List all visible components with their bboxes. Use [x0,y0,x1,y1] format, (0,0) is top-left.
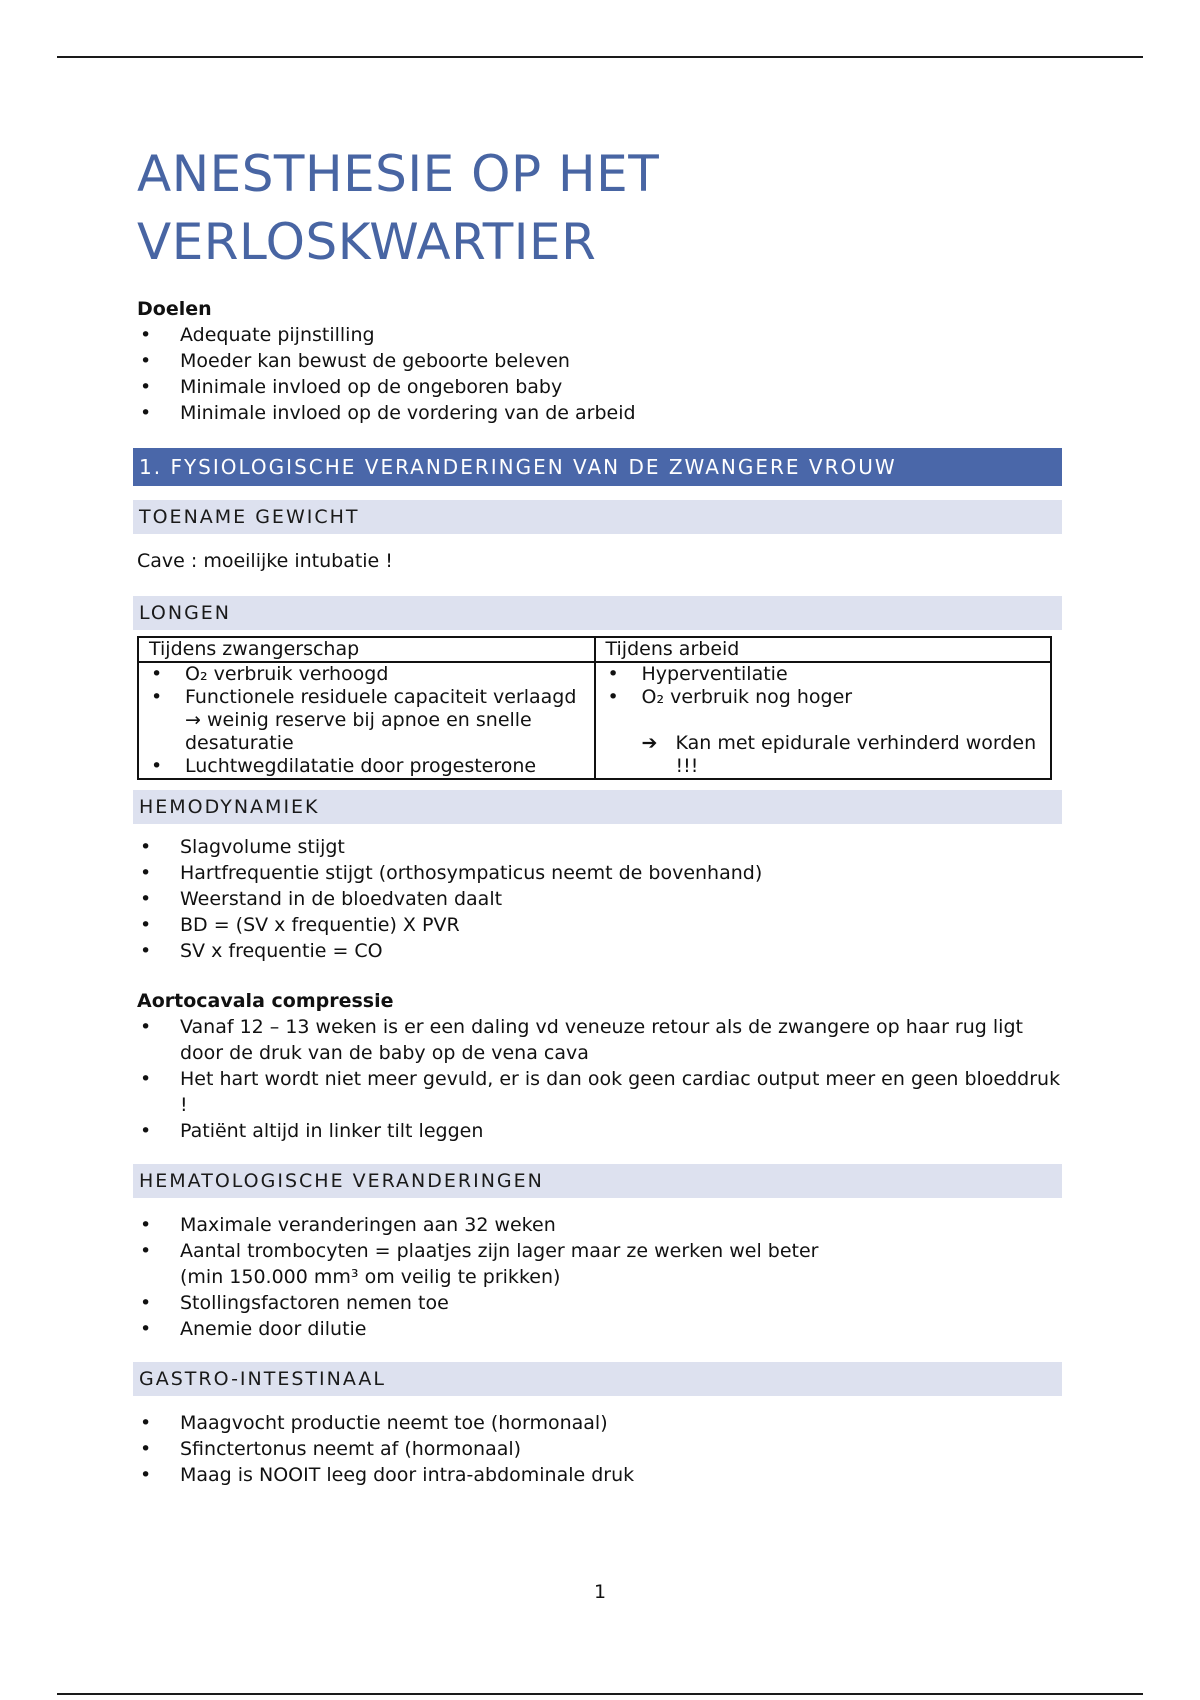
gastro-item: • Maagvocht productie neemt toe (hormonaal) [137,1410,1062,1436]
hemodynamics-item: • SV x frequentie = CO [137,938,1062,964]
hematology-subnote: (min 150.000 mm³ om veilig te prikken) [180,1266,561,1288]
document-title [137,140,1062,276]
hematology-item: • Maximale veranderingen aan 32 weken [137,1212,1062,1238]
lungs-col2-list [606,663,1051,709]
subheading-hemodynamics: HEMODYNAMIEK [133,790,1062,824]
lungs-col2-header: Tijdens arbeid [595,637,1052,662]
lungs-table [137,636,1052,780]
title-line-2: VERLOSKWARTIER [137,213,597,271]
lungs-col1-subnote: → weinig reserve bij apnoe en snelle desaturatie [185,709,532,754]
lungs-col1-header: Tijdens zwangerschap [138,637,595,662]
aortocaval-item: • Patiënt altijd in linker tilt leggen [137,1118,1062,1144]
goals-item: • Moeder kan bewust de geboorte beleven [137,348,1062,374]
subheading-gastro: GASTRO-INTESTINAAL [133,1362,1062,1396]
lungs-col2-body [595,662,1052,779]
gastro-item: • Sfinctertonus neemt af (hormonaal) [137,1436,1062,1462]
footer-rule [57,1693,1143,1695]
hematology-item [137,1238,1062,1290]
lungs-col1-item-text: Functionele residuele capaciteit verlaagd [185,686,577,708]
lungs-col2-note-text: Kan met epidurale verhinderd worden !!! [675,732,1037,777]
subheading-lungs: LONGEN [133,596,1062,630]
lungs-header-row [138,637,1051,662]
hemodynamics-item: • Hartfrequentie stijgt (orthosympaticus neemt de bovenhand) [137,860,1062,886]
document-page [137,140,1062,1488]
page-number: 1 [593,1581,607,1603]
hematology-list [137,1212,1062,1342]
section-heading-physiology: 1. FYSIOLOGISCHE VERANDERINGEN VAN DE ZWANGERE VROUW [133,448,1062,486]
subheading-hematology: HEMATOLOGISCHE VERANDERINGEN [133,1164,1062,1198]
aortocaval-item: • Het hart wordt niet meer gevuld, er is dan ook geen cardiac output meer en geen bloeddruk ! [137,1066,1062,1118]
lungs-col2-arrow-note [606,732,1051,778]
gastro-list [137,1410,1062,1488]
hemodynamics-list [137,834,1062,964]
hemodynamics-item: • Slagvolume stijgt [137,834,1062,860]
goals-item: • Minimale invloed op de ongeboren baby [137,374,1062,400]
aortocaval-heading: Aortocavala compressie [137,990,394,1012]
lungs-col2-item: • O₂ verbruik nog hoger [606,686,1051,709]
hemodynamics-item: • Weerstand in de bloedvaten daalt [137,886,1062,912]
goals-heading: Doelen [137,298,212,320]
weight-note: Cave : moeilijke intubatie ! [137,550,393,572]
goals-list [137,322,1062,426]
lungs-body-row [138,662,1051,779]
title-line-1: ANESTHESIE OP HET [137,145,660,203]
lungs-col1-list [149,663,594,778]
lungs-col1-item: • O₂ verbruik verhoogd [149,663,594,686]
lungs-col2-item: • Hyperventilatie [606,663,1051,686]
subheading-weight: TOENAME GEWICHT [133,500,1062,534]
lungs-col1-item: • Luchtwegdilatatie door progesterone [149,755,594,778]
hemodynamics-item: • BD = (SV x frequentie) X PVR [137,912,1062,938]
header-rule [57,56,1143,58]
aortocaval-list [137,1014,1062,1144]
aortocaval-item: • Vanaf 12 – 13 weken is er een daling vd veneuze retour als de zwangere op haar rug ligt door de druk van de baby op de vena cava [137,1014,1062,1066]
lungs-col1-item [149,686,594,755]
gastro-item: • Maag is NOOIT leeg door intra-abdominale druk [137,1462,1062,1488]
goals-item: • Minimale invloed op de vordering van de arbeid [137,400,1062,426]
hematology-item-text: Aantal trombocyten = plaatjes zijn lager maar ze werken wel beter [180,1240,819,1262]
hematology-item: • Stollingsfactoren nemen toe [137,1290,1062,1316]
hematology-item: • Anemie door dilutie [137,1316,1062,1342]
arrow-right-icon: ➔ [641,732,658,754]
goals-item: • Adequate pijnstilling [137,322,1062,348]
lungs-col1-body [138,662,595,779]
